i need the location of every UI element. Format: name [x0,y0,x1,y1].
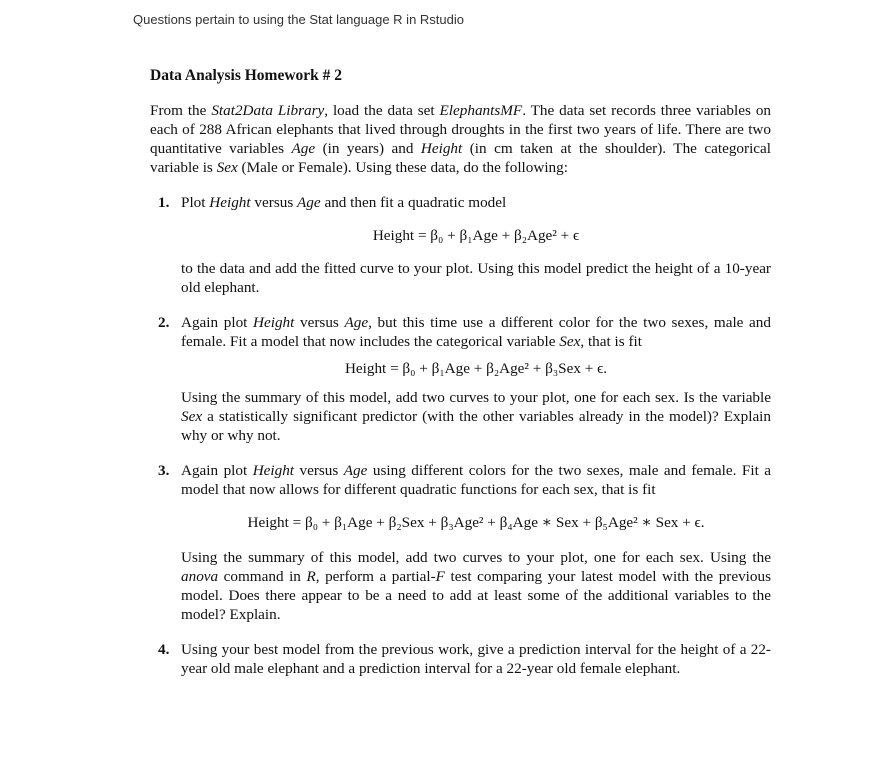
text-run: Again plot [181,462,253,479]
text-run: a statistically significant predictor (with the other variables already in the model)? Explain why or why not. [181,408,771,444]
header-note: Questions pertain to using the Stat language R in Rstudio [133,12,464,27]
question-number: 1. [158,194,170,211]
r-language: R [306,568,316,585]
variable-sex: Sex [559,333,581,350]
text-run: , but this time use a different color for the two sexes, male and female. Fit a model that now includes the categorical variable [181,314,771,350]
variable-sex: Sex [216,159,238,176]
question-item-1 [150,193,771,297]
question-text [181,548,771,624]
question-number: 4. [158,641,170,658]
question-text: to the data and add the fitted curve to your plot. Using this model predict the height of a 10-year old elephant. [181,260,771,296]
variable-height: Height [252,462,295,479]
text-run: versus [250,194,298,211]
question-list [150,193,771,678]
text-run: , that is fit [580,333,642,350]
text-run: Plot [181,194,210,211]
variable-height: Height [209,194,251,211]
question-number: 2. [158,314,170,331]
question-text [181,461,771,499]
text-run: versus [294,314,345,331]
question-text: Using your best model from the previous work, give a prediction interval for the height of a 22-year old male elephant and a prediction interval for a 22-year old female elephant. [181,641,771,677]
variable-sex: Sex [181,408,203,425]
variable-age: Age [343,462,368,479]
model-equation: Height = β₀ + β₁Age + β₂Sex + β₃Age² + β₄Age ∗ Sex + β₅Age² ∗ Sex + ϵ. [247,514,705,531]
text-run: Again plot [181,314,254,331]
text-run: versus [294,462,344,479]
homework-title: Data Analysis Homework # 2 [150,67,343,84]
question-item-4 [150,640,771,678]
anova-command: anova [181,568,219,585]
intro-text: (in cm taken at the shoulder). The categorical variable is [150,140,771,176]
model-equation: Height = β₀ + β₁Age + β₂Age² + ϵ [372,227,580,244]
variable-age: Age [297,194,321,211]
question-text [181,193,771,212]
f-statistic: F [435,568,445,585]
text-run: using different colors for the two sexes, male and female. Fit a model that now allows for different quadratic functions for each sex, that is fit [181,462,771,498]
text-run: test comparing your latest model with the previous model. Does there appear to be a need to add at least some of the additional variables to the model? Explain. [181,568,771,623]
variable-age: Age [291,140,316,157]
text-run: , perform a partial- [315,568,436,585]
model-equation: Height = β₀ + β₁Age + β₂Age² + β₃Sex + ϵ. [344,360,608,377]
intro-text: (in years) and [315,140,421,157]
text-run: and then fit a quadratic model [320,194,507,211]
intro-text: (Male or Female). Using these data, do the following: [237,159,568,176]
question-number: 3. [158,462,170,479]
variable-height: Height [420,140,463,157]
question-text [181,313,771,351]
variable-age: Age [344,314,369,331]
text-run: command in [218,568,307,585]
text-run: Using the summary of this model, add two curves to your plot, one for each sex. Using the [181,549,771,566]
question-item-3 [150,461,771,624]
variable-height: Height [253,314,295,331]
intro-paragraph [150,101,771,177]
dataset-name: ElephantsMF [439,102,523,119]
text-run: Using the summary of this model, add two curves to your plot, one for each sex. Is the variable [181,389,771,406]
intro-text: . The data set records three variables on each of 288 African elephants that lived through droughts in the first two years of life. There are two quantitative variables [150,102,772,157]
intro-text: From the [150,102,212,119]
library-name: Stat2Data Library [211,102,325,119]
homework-document [150,66,771,694]
intro-text: , load the data set [324,102,440,119]
question-item-2 [150,313,771,445]
question-text [181,388,771,445]
